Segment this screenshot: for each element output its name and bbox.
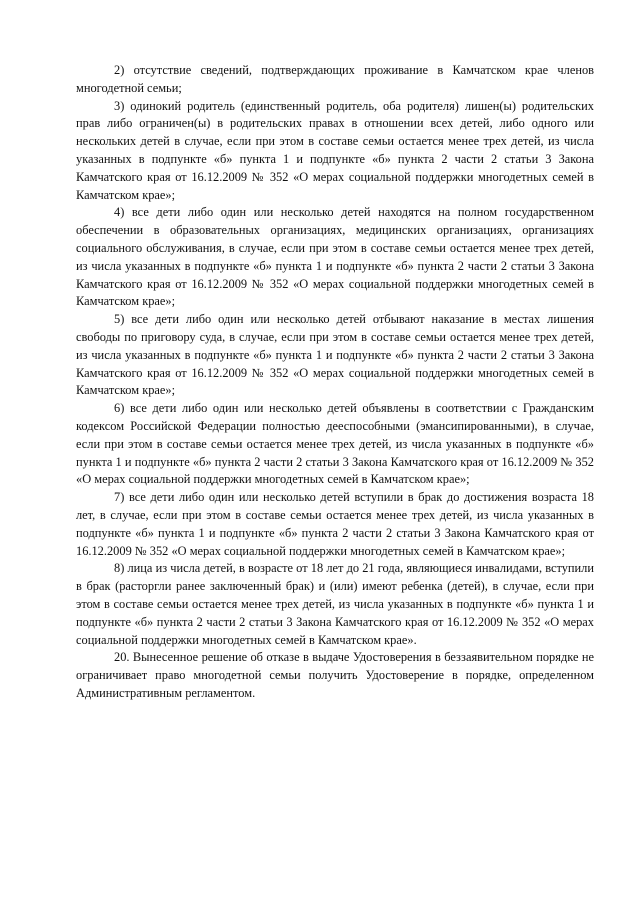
paragraph-item-6: 6) все дети либо один или несколько детей объявлены в соответствии с Гражданским кодексом Российской Федерации полностью дееспособными (эмансипированными), в случае, если при этом в составе семьи остается менее трех детей, из числа указанных в подпункте «б» пункта 1 и подпункте «б» пункта 2 части 2 статьи 3 Закона Камчатского края от 16.12.2009 № 352 «О мерах социальной поддержки многодетных семей в Камчатском крае»; [76,401,594,487]
paragraph-item-7: 7) все дети либо один или несколько детей вступили в брак до достижения возраста 18 лет, в случае, если при этом в составе семьи остается менее трех детей, из числа указанных в подпункте «б» пункта 1 и подпункте «б» пункта 2 части 2 статьи 3 Закона Камчатского края от 16.12.2009 № 352 «О мерах социальной поддержки многодетных семей в Камчатском крае»; [76,490,594,558]
paragraph-item-3: 3) одинокий родитель (единственный родитель, оба родителя) лишен(ы) родительских прав либо ограничен(ы) в родительских правах в отношении всех детей, либо одного или нескольких детей в случае, если при этом в составе семьи остается менее трех детей, из числа указанных в подпункте «б» пункта 1 и подпункте «б» пункта 2 части 2 статьи 3 Закона Камчатского края от 16.12.2009 № 352 «О мерах социальной поддержки многодетных семей в Камчатском крае»; [76,98,594,202]
paragraph-item-4: 4) все дети либо один или несколько детей находятся на полном государственном обеспечении в образовательных организациях, медицинских организациях, организациях социального обслуживания, в случае, если при этом в составе семьи остается менее трех детей, из числа указанных в подпункте «б» пункта 1 и подпункте «б» пункта 2 части 2 статьи 3 Закона Камчатского края от 16.12.2009 № 352 «О мерах социальной поддержки многодетных семей в Камчатском крае»; [76,205,594,309]
document-page [76,62,594,703]
paragraph-section-20: 20. Вынесенное решение об отказе в выдаче Удостоверения в беззаявительном порядке не ограничивает право многодетной семьи получить Удостоверение в порядке, определенном Административным регламентом. [76,650,594,700]
paragraph-item-2: 2) отсутствие сведений, подтверждающих проживание в Камчатском крае членов многодетной семьи; [76,63,594,95]
paragraph-item-5: 5) все дети либо один или несколько детей отбывают наказание в местах лишения свободы по приговору суда, в случае, если при этом в составе семьи остается менее трех детей, из числа указанных в подпункте «б» пункта 1 и подпункте «б» пункта 2 части 2 статьи 3 Закона Камчатского края от 16.12.2009 № 352 «О мерах социальной поддержки многодетных семей в Камчатском крае»; [76,312,594,398]
paragraph-item-8: 8) лица из числа детей, в возрасте от 18 лет до 21 года, являющиеся инвалидами, вступили в брак (расторгли ранее заключенный брак) и (или) имеют ребенка (детей), в случае, если при этом в составе семьи остается менее трех детей, из числа указанных в подпункте «б» пункта 1 и подпункте «б» пункта 2 части 2 статьи 3 Закона Камчатского края от 16.12.2009 № 352 «О мерах социальной поддержки многодетных семей в Камчатском крае». [76,561,594,647]
